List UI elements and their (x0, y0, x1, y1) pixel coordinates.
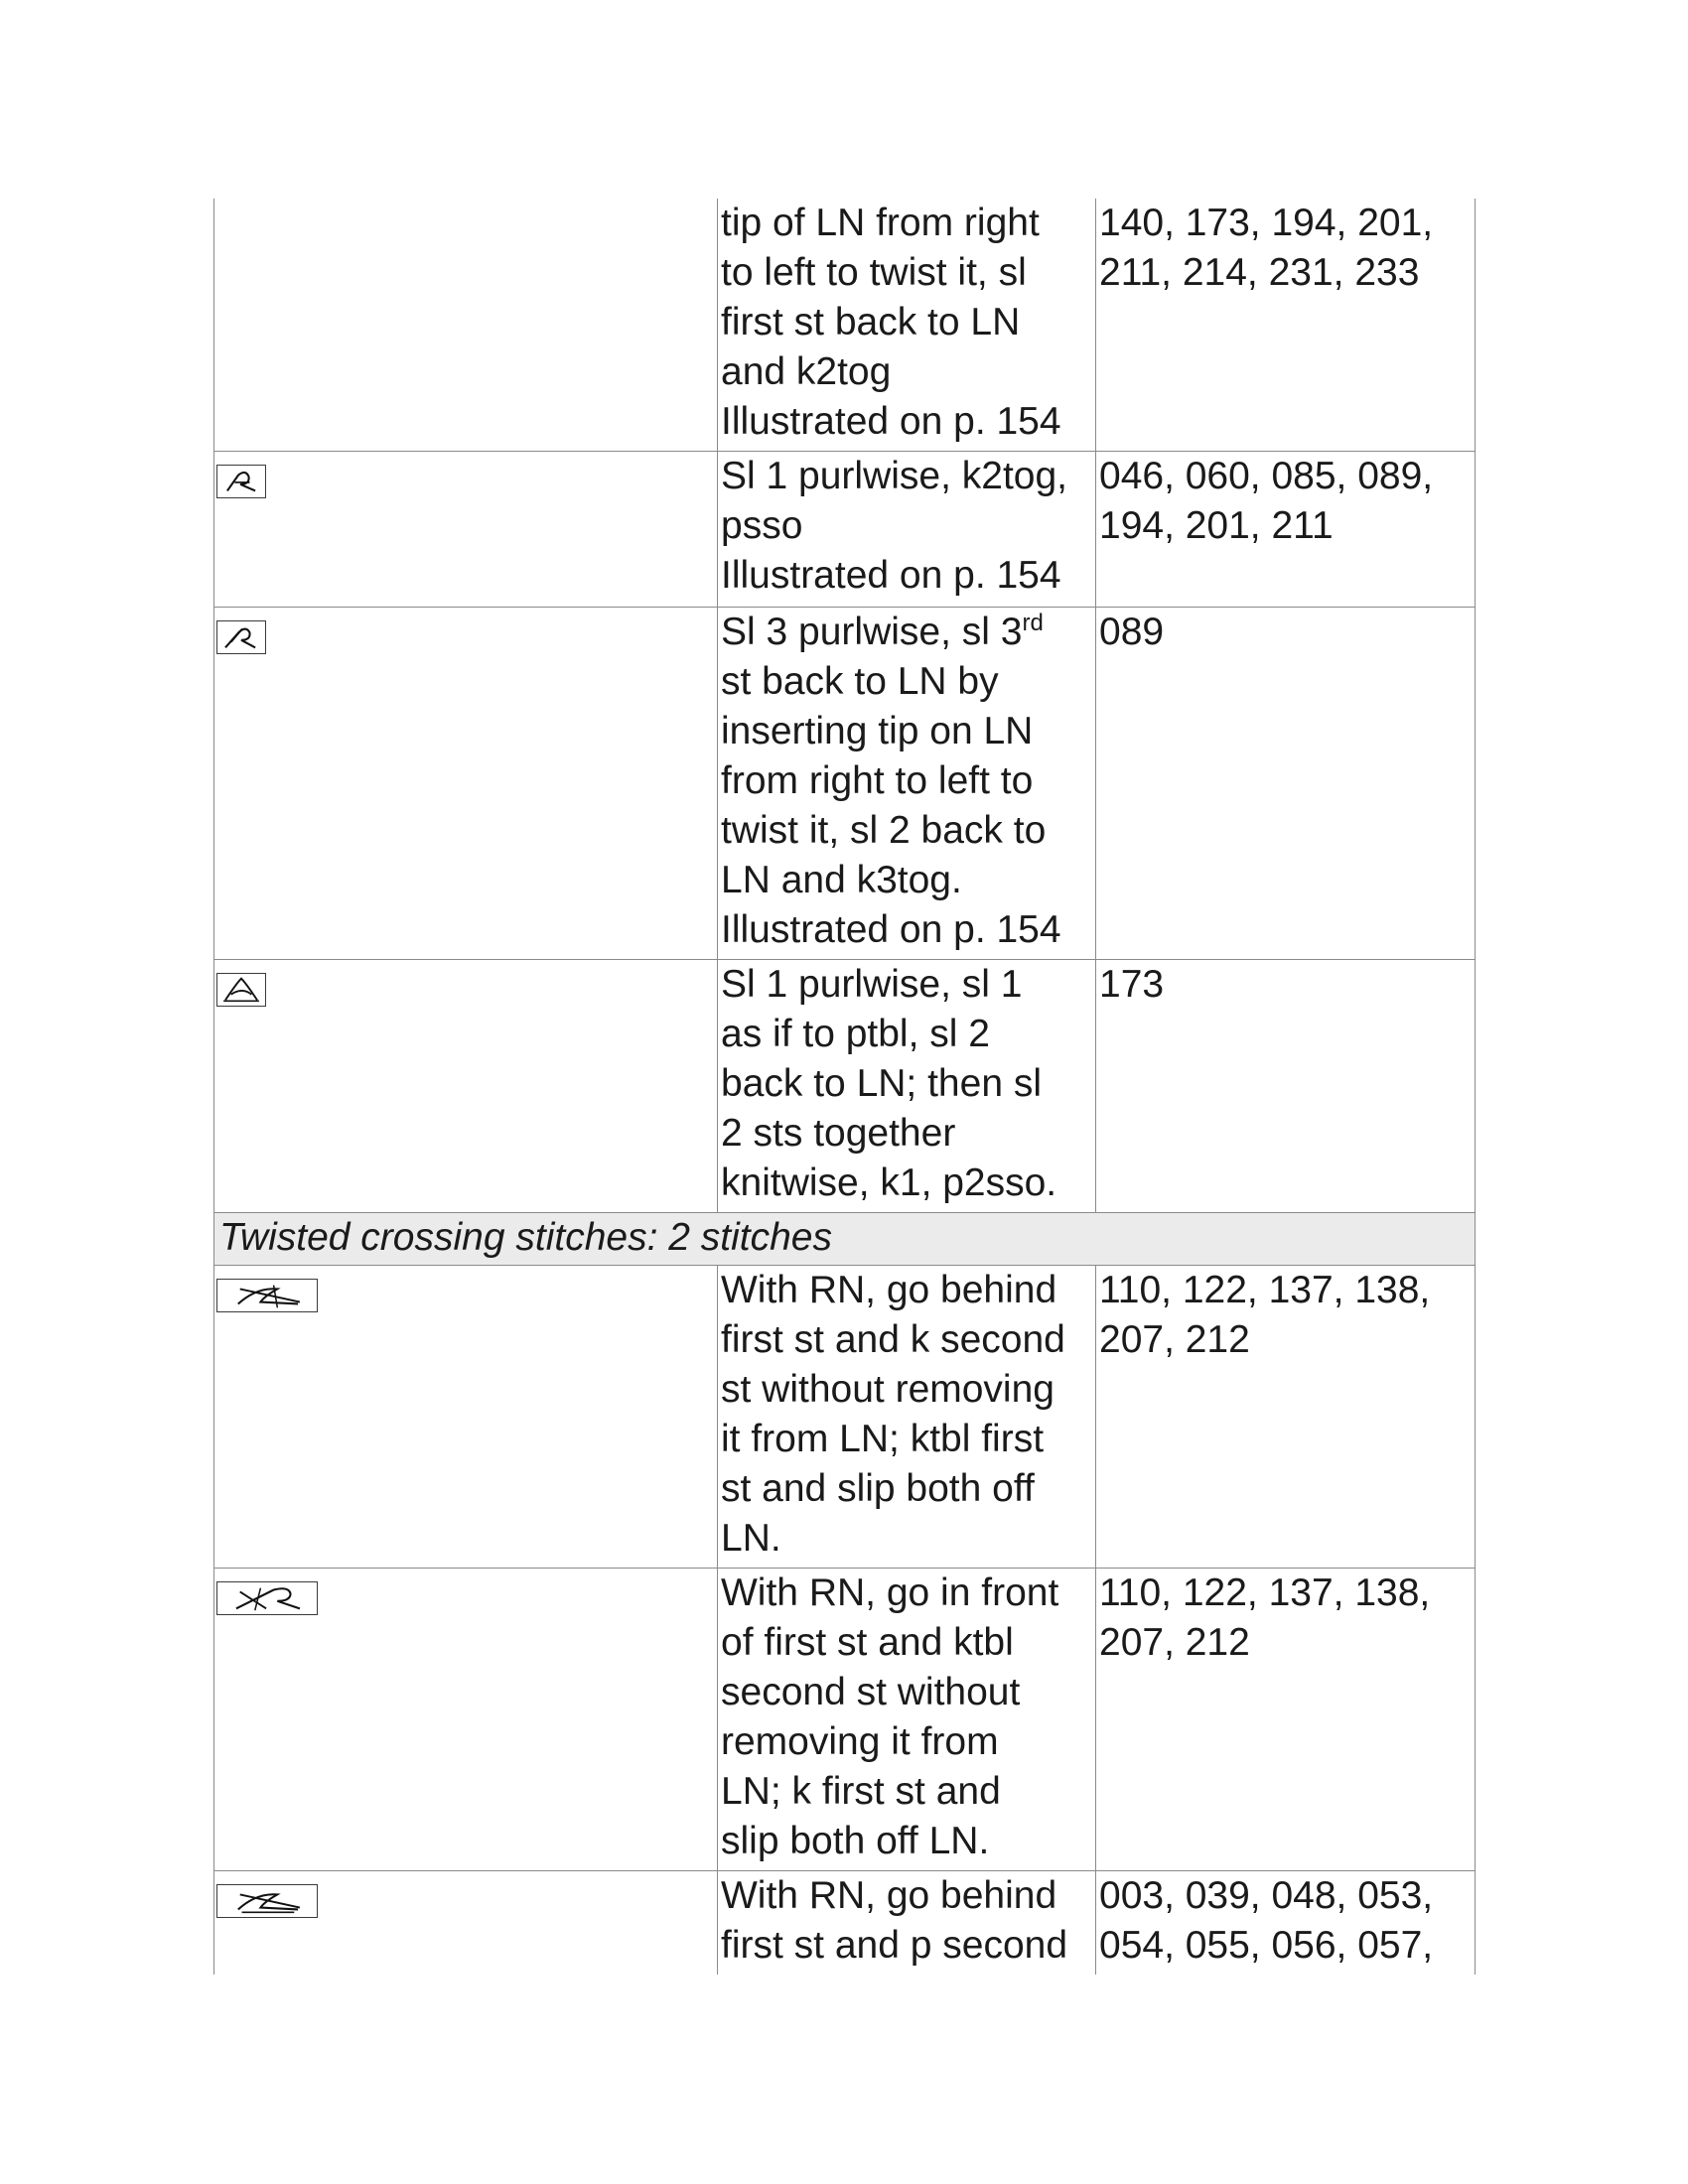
table-row (214, 1266, 1476, 1569)
pattern-refs-cell (1096, 1266, 1476, 1569)
sl1-k2tog-psso-icon (216, 465, 266, 498)
refs-line: 054, 055, 056, 057, (1099, 1924, 1434, 1967)
refs-line: 207, 212 (1099, 1318, 1250, 1361)
section-title: Twisted crossing stitches: 2 stitches (214, 1213, 1476, 1266)
description-line: removing it from (721, 1720, 999, 1763)
description-line: With RN, go behind (721, 1874, 1057, 1917)
pattern-refs-cell (1096, 199, 1476, 452)
pattern-refs-cell (1096, 960, 1476, 1213)
refs-line: 089 (1099, 611, 1165, 653)
table-row (214, 199, 1476, 452)
right-twist-purl-cross-icon (216, 1884, 318, 1918)
description-line: of first st and ktbl (721, 1621, 1014, 1664)
description-line: With RN, go in front (721, 1571, 1059, 1614)
refs-line: 046, 060, 085, 089, (1099, 455, 1434, 497)
description-line: psso (721, 504, 803, 547)
description-line: back to LN; then sl (721, 1062, 1043, 1105)
table-row (214, 452, 1476, 608)
description-line (721, 608, 1093, 657)
symbol-cell (214, 1569, 718, 1871)
description-line: LN. (721, 1517, 781, 1560)
description-cell (718, 960, 1096, 1213)
description-line: LN; k first st and (721, 1770, 1001, 1813)
symbol-cell (214, 452, 718, 608)
symbol-cell (214, 608, 718, 960)
table-row (214, 1569, 1476, 1871)
description-cell (718, 1569, 1096, 1871)
refs-line: 003, 039, 048, 053, (1099, 1874, 1434, 1917)
right-twist-cross-icon (216, 1279, 318, 1312)
refs-line: 211, 214, 231, 233 (1099, 251, 1420, 294)
refs-line: 110, 122, 137, 138, (1099, 1269, 1431, 1311)
refs-line: 173 (1099, 963, 1165, 1006)
description-cell (718, 608, 1096, 960)
description-line: first st and k second (721, 1318, 1065, 1361)
description-line: st without removing (721, 1368, 1055, 1411)
description-line: and k2tog (721, 350, 892, 393)
refs-line: 110, 122, 137, 138, (1099, 1571, 1431, 1614)
description-cell (718, 1871, 1096, 1976)
description-line: With RN, go behind (721, 1269, 1057, 1311)
description-line: Illustrated on p. 154 (721, 908, 1061, 951)
description-line: st back to LN by (721, 660, 999, 703)
description-line: to left to twist it, sl (721, 251, 1027, 294)
description-line: it from LN; ktbl first (721, 1418, 1045, 1460)
table-row (214, 1871, 1476, 1976)
symbol-cell (214, 960, 718, 1213)
symbol-cell (214, 1266, 718, 1569)
left-twist-cross-icon (216, 1581, 318, 1615)
pattern-refs-cell (1096, 1569, 1476, 1871)
description-line: first st back to LN (721, 301, 1021, 343)
table-row (214, 960, 1476, 1213)
description-line: inserting tip on LN (721, 710, 1034, 752)
description-line: knitwise, k1, p2sso. (721, 1161, 1057, 1204)
description-cell (718, 1266, 1096, 1569)
description-line: Sl 1 purlwise, sl 1 (721, 963, 1023, 1006)
table-row (214, 608, 1476, 960)
symbol-cell (214, 199, 718, 452)
description-line: Sl 1 purlwise, k2tog, (721, 455, 1068, 497)
description-cell (718, 452, 1096, 608)
stitch-table (213, 199, 1476, 1975)
description-line: second st without (721, 1671, 1021, 1713)
description-line: st and slip both off (721, 1467, 1035, 1510)
sl3-k3tog-twist-icon (216, 620, 266, 654)
description-text: Sl 3 purlwise, sl 3 (721, 611, 1023, 653)
ordinal-suffix: rd (1022, 610, 1044, 636)
description-line: slip both off LN. (721, 1820, 990, 1862)
description-line: from right to left to (721, 759, 1034, 802)
description-line: tip of LN from right (721, 202, 1040, 244)
sl-ptbl-p2sso-icon (216, 973, 266, 1007)
description-line: as if to ptbl, sl 2 (721, 1013, 990, 1055)
description-line: Illustrated on p. 154 (721, 554, 1061, 597)
description-line: first st and p second (721, 1924, 1068, 1967)
symbol-cell (214, 1871, 718, 1976)
description-line: Illustrated on p. 154 (721, 400, 1061, 443)
description-line: 2 sts together (721, 1112, 956, 1155)
description-line: twist it, sl 2 back to (721, 809, 1047, 852)
pattern-refs-cell (1096, 1871, 1476, 1976)
pattern-refs-cell (1096, 452, 1476, 608)
section-header-row (214, 1213, 1476, 1266)
description-line: LN and k3tog. (721, 859, 962, 901)
refs-line: 207, 212 (1099, 1621, 1250, 1664)
description-cell (718, 199, 1096, 452)
refs-line: 194, 201, 211 (1099, 504, 1334, 547)
refs-line: 140, 173, 194, 201, (1099, 202, 1434, 244)
pattern-refs-cell (1096, 608, 1476, 960)
